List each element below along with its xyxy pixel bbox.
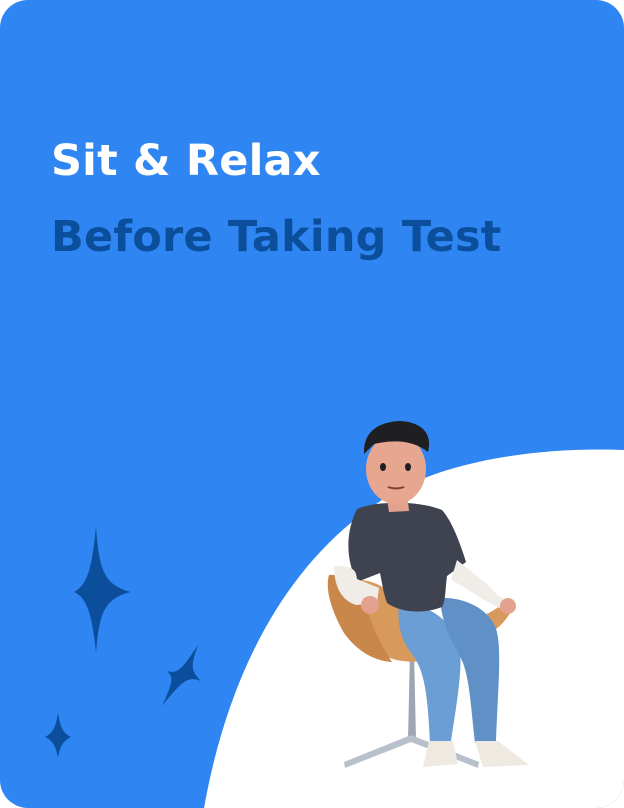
left-shoe xyxy=(423,741,458,767)
right-arm xyxy=(451,560,515,613)
left-eye xyxy=(380,463,386,471)
white-curve-shape xyxy=(204,450,624,808)
mouth xyxy=(388,487,404,489)
chair-legs xyxy=(344,735,479,768)
chair-base xyxy=(408,650,416,740)
page-subtitle: Before Taking Test xyxy=(51,212,502,262)
left-hand xyxy=(361,596,379,614)
shirt xyxy=(348,503,466,612)
hair xyxy=(364,421,429,454)
sparkle-group xyxy=(45,526,201,758)
right-shoe xyxy=(475,741,529,767)
left-arm xyxy=(334,566,379,605)
chair-back xyxy=(328,575,392,662)
left-leg xyxy=(398,604,460,743)
right-hand xyxy=(500,598,516,614)
right-eye xyxy=(405,463,411,471)
page-title: Sit & Relax xyxy=(51,136,321,186)
chair-seat xyxy=(334,579,511,661)
neck xyxy=(386,492,409,512)
sparkle-icon xyxy=(74,526,131,653)
sparkle-icon xyxy=(45,712,71,758)
sparkle-icon xyxy=(162,645,201,706)
person-sitting-illustration xyxy=(328,421,529,768)
right-leg xyxy=(440,598,499,743)
head xyxy=(366,434,426,504)
